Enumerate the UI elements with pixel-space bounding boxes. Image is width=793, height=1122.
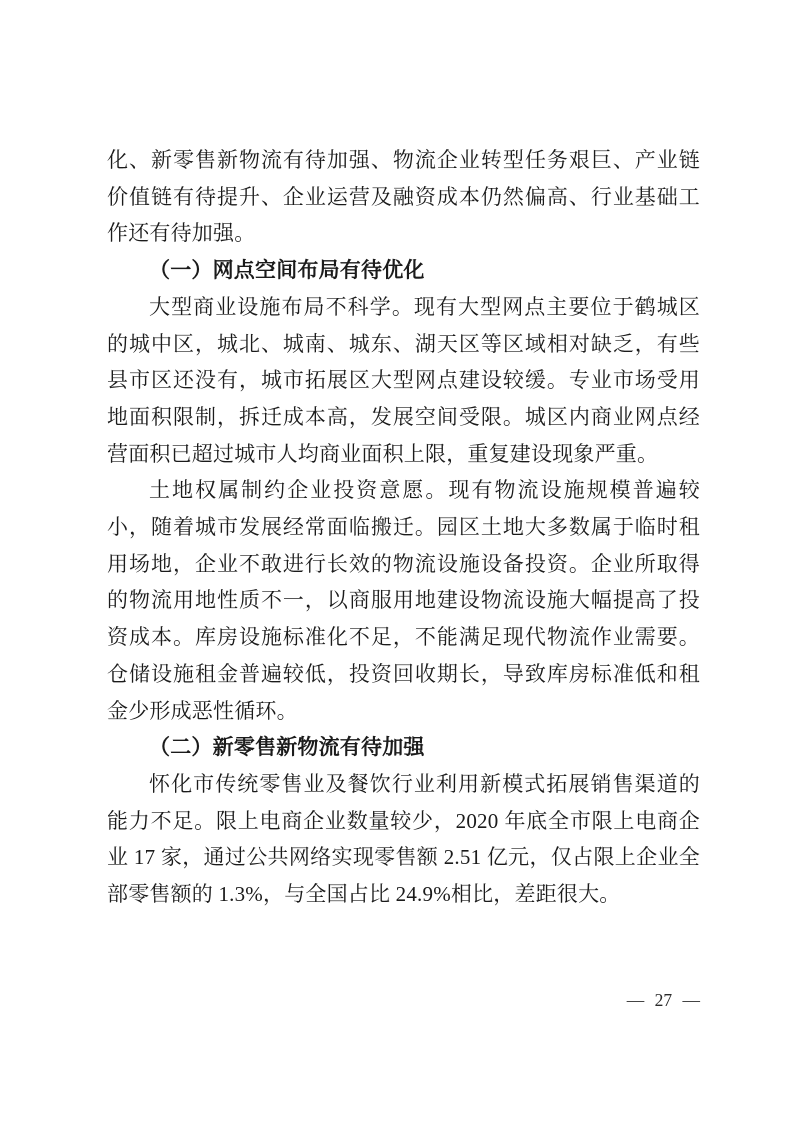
section-heading-1: （一）网点空间布局有待优化 xyxy=(149,258,425,283)
page-number: — 27 — xyxy=(626,990,700,1010)
paragraph-network-layout: 大型商业设施布局不科学。现有大型网点主要位于鹤城区的城中区，城北、城南、城东、湖天区等区域相对缺乏，有些县市区还没有，城市拓展区大型网点建设较缓。专业市场受用地面积限制，拆迁成本高，发展空间受限。城区内商业网点经营面积已超过城市人均商业面积上限，重复建设现象严重。 xyxy=(107,294,700,466)
paragraph-land-ownership: 土地权属制约企业投资意愿。现有物流设施规模普遍较小，随着城市发展经常面临搬迁。园区土地大多数属于临时租用场地，企业不敢进行长效的物流设施设备投资。企业所取得的物流用地性质不一，以商服用地建设物流设施大幅提高了投资成本。库房设施标准化不足，不能满足现代物流作业需要。仓储设施租金普遍较低，投资回收期长，导致库房标准低和租金少形成恶性循环。 xyxy=(107,478,700,723)
paragraph-new-retail: 怀化市传统零售业及餐饮行业利用新模式拓展销售渠道的能力不足。限上电商企业数量较少，2020 年底全市限上电商企业 17 家，通过公共网络实现零售额 2.51 亿元，仅占限上企业全部零售额的 1.3%，与全国占比 24.9%相比，差距很大。 xyxy=(107,771,700,907)
paragraph-continuation: 化、新零售新物流有待加强、物流企业转型任务艰巨、产业链价值链有待提升、企业运营及融资成本仍然偏高、行业基础工作还有待加强。 xyxy=(107,148,700,246)
document-body xyxy=(107,142,700,913)
section-heading-2: （二）新零售新物流有待加强 xyxy=(149,735,425,760)
